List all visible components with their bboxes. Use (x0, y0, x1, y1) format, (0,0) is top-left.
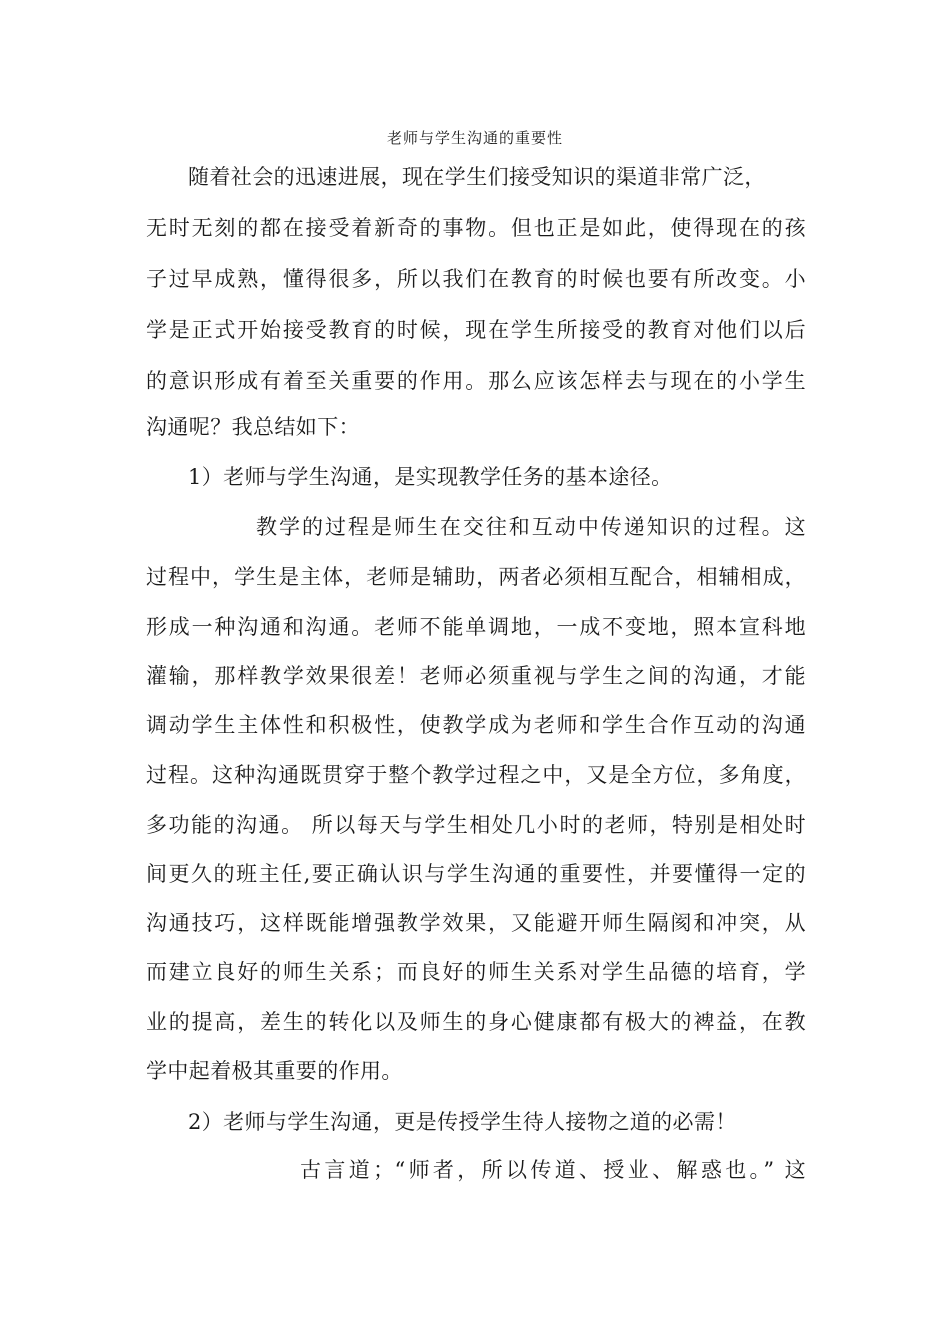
paragraph-line: 教学的过程是师生在交往和互动中传递知识的过程。这 (256, 515, 806, 539)
paragraph-line: 过程中，学生是主体，老师是辅助，两者必须相互配合，相辅相成， (146, 565, 806, 589)
paragraph-line: 沟通技巧，这样既能增强教学效果，又能避开师生隔阂和冲突，从 (146, 911, 806, 935)
paragraph-line: 子过早成熟，懂得很多，所以我们在教育的时候也要有所改变。小 (146, 267, 806, 291)
paragraph-line: 而建立良好的师生关系；而良好的师生关系对学生品德的培育，学 (146, 960, 806, 984)
paragraph-line: 学是正式开始接受教育的时候，现在学生所接受的教育对他们以后 (146, 318, 806, 342)
paragraph-line: 业的提高，差生的转化以及师生的身心健康都有极大的裨益，在教 (146, 1010, 806, 1034)
document-title: 老师与学生沟通的重要性 (386, 129, 563, 147)
paragraph-line: 多功能的沟通。 所以每天与学生相处几小时的老师，特别是相处时 (146, 813, 806, 837)
paragraph-line: 形成一种沟通和沟通。老师不能单调地，一成不变地，照本宣科地 (146, 615, 806, 639)
paragraph-line: 调动学生主体性和积极性，使教学成为老师和学生合作互动的沟通 (146, 713, 806, 737)
paragraph-line: 学中起着极其重要的作用。 (146, 1059, 403, 1083)
paragraph-line: 灌输，那样教学效果很差！老师必须重视与学生之间的沟通，才能 (146, 664, 806, 688)
paragraph-line: 的意识形成有着至关重要的作用。那么应该怎样去与现在的小学生 (146, 369, 806, 393)
paragraph-line: 过程。这种沟通既贯穿于整个教学过程之中，又是全方位，多角度， (146, 763, 806, 787)
paragraph-line: 沟通呢？我总结如下： (146, 415, 360, 439)
paragraph-line: 无时无刻的都在接受着新奇的事物。但也正是如此，使得现在的孩 (146, 216, 806, 240)
section-heading: 2）老师与学生沟通，更是传授学生待人接物之道的必需！ (188, 1110, 737, 1134)
paragraph-line: 随着社会的迅速进展，现在学生们接受知识的渠道非常广泛， (188, 165, 766, 189)
section-heading: 1）老师与学生沟通，是实现教学任务的基本途径。 (188, 465, 673, 489)
paragraph-line: 间更久的班主任,要正确认识与学生沟通的重要性，并要懂得一定的 (146, 862, 806, 886)
paragraph-line: 古言道；“师者，所以传道、授业、解惑也。” 这 (300, 1158, 806, 1182)
